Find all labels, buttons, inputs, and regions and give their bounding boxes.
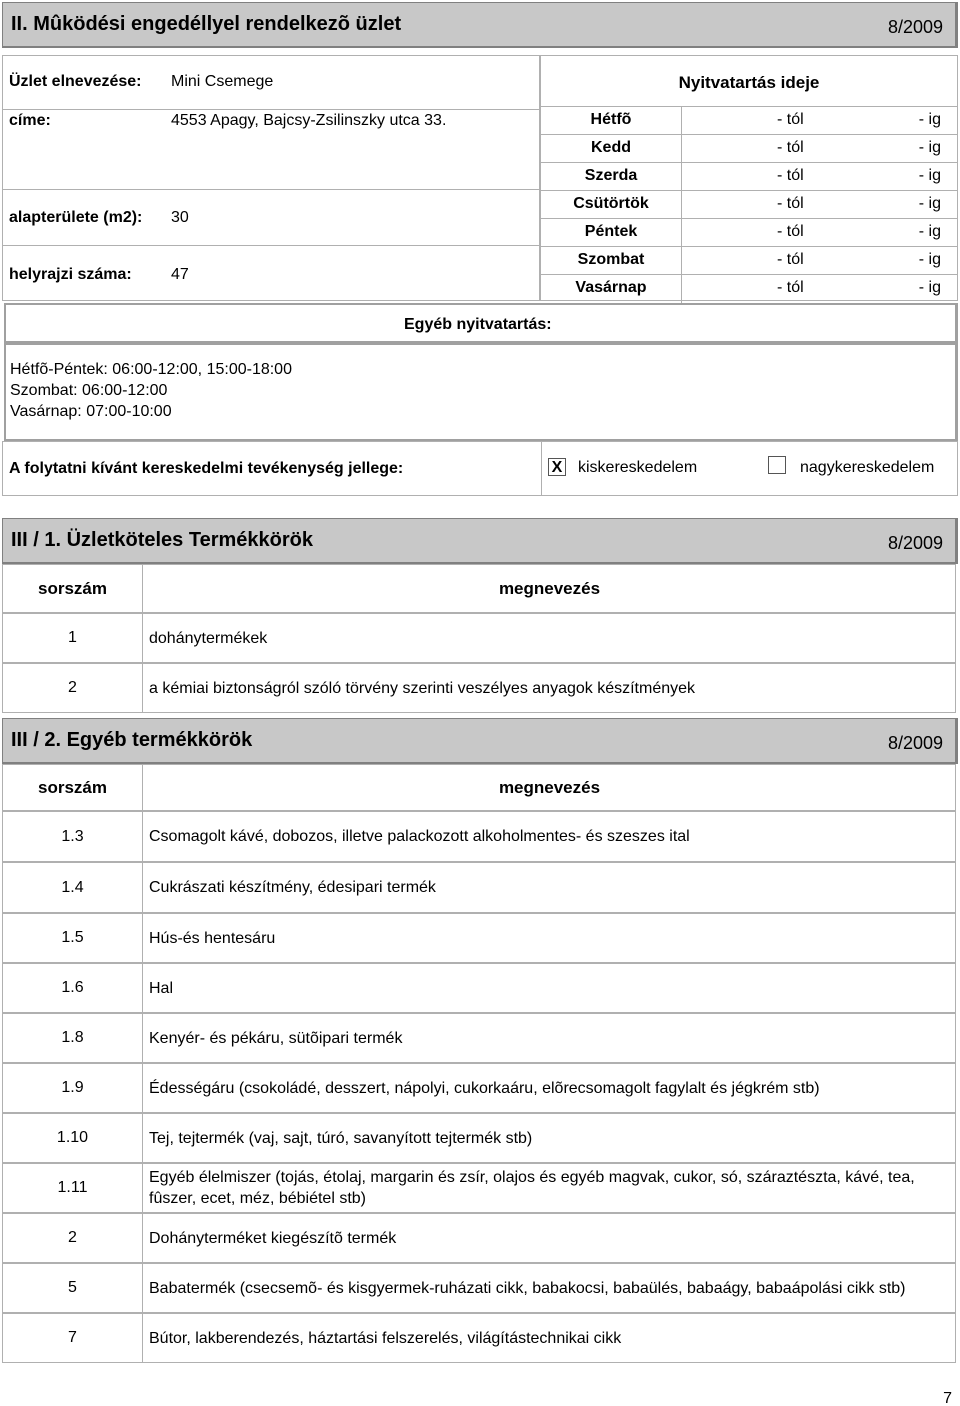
row-number: 2 [3,1214,143,1262]
opening-hours-row [541,106,957,134]
section-2-date: 8/2009 [887,17,943,37]
other-hours-label: Egyéb nyitvatartás: [404,316,552,333]
row-name: Egyéb élelmiszer (tojás, étolaj, margarin és zsír, olajos és egyéb magvak, cukor, só, száraztészta, kávé, tea, fûszer, ecet, méz, bébiétel stb) [149,1169,915,1207]
day-name: Szerda [584,167,638,184]
section-3-1-title: III / 1. Üzletköteles Termékkörök [11,529,313,551]
table-row [2,1263,956,1313]
row-name: Bútor, lakberendezés, háztartási felszerelés, világítástechnikai cikk [149,1329,622,1347]
opening-hours-row [541,190,957,218]
from-time[interactable]: - tól [777,111,804,128]
lot-label: helyrajzi száma: [9,266,132,283]
to-time[interactable]: - ig [918,251,941,268]
from-time[interactable]: - tól [777,251,804,268]
area-label: alapterülete (m2): [9,209,143,226]
opening-hours-panel [540,55,958,301]
opening-hours-row [541,218,957,246]
address-value: 4553 Apagy, Bajcsy-Zsilinszky utca 33. [171,112,447,129]
row-name: Babatermék (csecsemõ- és kisgyermek-ruházati cikk, babakocsi, babaülés, babaágy, babaápolási cikk stb) [149,1279,906,1297]
table-row [2,811,956,862]
address-label: címe: [9,112,51,129]
from-time[interactable]: - tól [777,139,804,156]
row-number: 1.11 [3,1164,143,1212]
day-name: Péntek [584,223,638,240]
row-number: 1.8 [3,1014,143,1062]
opening-hours-row [541,274,957,302]
row-number: 1.5 [3,914,143,962]
other-hours-line-3: Vasárnap: 07:00-10:00 [10,403,172,420]
section-3-2-header [2,718,958,764]
to-time[interactable]: - ig [918,195,941,212]
section-2-title: II. Mûködési engedéllyel rendelkezõ üzlet [11,13,402,35]
from-time[interactable]: - tól [777,223,804,240]
row-name: Csomagolt kávé, dobozos, illetve palackozott alkoholmentes- és szeszes ital [149,828,690,845]
table-row [2,1163,956,1213]
opening-hours-row [541,134,957,162]
wholesale-checkbox[interactable] [768,456,786,474]
table-row [2,663,956,713]
row-number: 1 [3,614,143,662]
section-3-1-date: 8/2009 [887,533,943,553]
page-number: 7 [943,1390,952,1406]
day-name: Vasárnap [575,279,647,296]
column-header-number: sorszám [3,565,143,612]
other-hours-header [4,303,958,343]
shop-info-panel [2,55,540,301]
section-2-header [2,2,958,48]
day-name: Hétfõ [590,111,632,128]
table-row [2,1113,956,1163]
to-time[interactable]: - ig [918,279,941,296]
activity-row [2,441,958,496]
section-3-2-column-headers [2,764,956,811]
table-row [2,1313,956,1363]
from-time[interactable]: - tól [777,279,804,296]
opening-hours-title: Nyitvatartás ideje [678,73,820,92]
row-name: Hús-és hentesáru [149,929,276,947]
to-time[interactable]: - ig [918,167,941,184]
retail-checkbox[interactable]: X [548,458,566,476]
row-number: 1.4 [3,863,143,912]
column-header-name: megnevezés [498,579,601,598]
row-name: Édességáru (csokoládé, desszert, nápolyi, cukorkaáru, elõrecsomagolt fagylalt és jégkrém stb) [149,1079,820,1097]
row-name: Dohányterméket kiegészítõ termék [149,1229,397,1247]
day-name: Szombat [577,251,645,268]
to-time[interactable]: - ig [918,223,941,240]
opening-hours-row [541,162,957,190]
to-time[interactable]: - ig [918,111,941,128]
lot-value: 47 [171,266,189,283]
row-number: 5 [3,1264,143,1312]
row-number: 1.10 [3,1114,143,1162]
table-row [2,613,956,663]
row-name: Cukrászati készítmény, édesipari termék [149,879,436,896]
table-row [2,862,956,913]
row-name: Hal [149,979,174,997]
row-number: 7 [3,1314,143,1362]
column-header-name: megnevezés [498,778,601,797]
other-hours-box [4,343,958,441]
shop-name-label: Üzlet elnevezése: [9,73,142,90]
other-hours-line-1: Hétfõ-Péntek: 06:00-12:00, 15:00-18:00 [10,361,292,378]
other-hours-line-2: Szombat: 06:00-12:00 [10,382,168,399]
area-value: 30 [171,209,189,226]
section-3-1-header [2,518,958,564]
row-number: 1.6 [3,964,143,1012]
row-number: 1.9 [3,1064,143,1112]
retail-label: kiskereskedelem [578,459,698,476]
shop-name: Mini Csemege [171,73,274,90]
wholesale-label: nagykereskedelem [800,459,935,476]
table-row [2,1063,956,1113]
row-name: Kenyér- és pékáru, sütõipari termék [149,1029,403,1047]
day-name: Kedd [591,139,631,156]
day-name: Csütörtök [573,195,649,212]
table-row [2,913,956,963]
section-3-2-title: III / 2. Egyéb termékkörök [11,729,253,751]
row-number: 1.3 [3,812,143,861]
from-time[interactable]: - tól [777,195,804,212]
opening-hours-row [541,246,957,274]
row-name: Tej, tejtermék (vaj, sajt, túró, savanyított tejtermék stb) [149,1129,533,1147]
section-3-2-date: 8/2009 [887,733,943,753]
table-row [2,963,956,1013]
row-number: 2 [3,664,143,712]
table-row [2,1013,956,1063]
activity-label: A folytatni kívánt kereskedelmi tevékenység jellege: [9,460,404,477]
to-time[interactable]: - ig [918,139,941,156]
table-row [2,1213,956,1263]
row-name: a kémiai biztonságról szóló törvény szerinti veszélyes anyagok készítmények [149,679,696,697]
from-time[interactable]: - tól [777,167,804,184]
row-name: dohánytermékek [149,629,268,647]
section-3-1-column-headers [2,564,956,613]
column-header-number: sorszám [3,765,143,810]
